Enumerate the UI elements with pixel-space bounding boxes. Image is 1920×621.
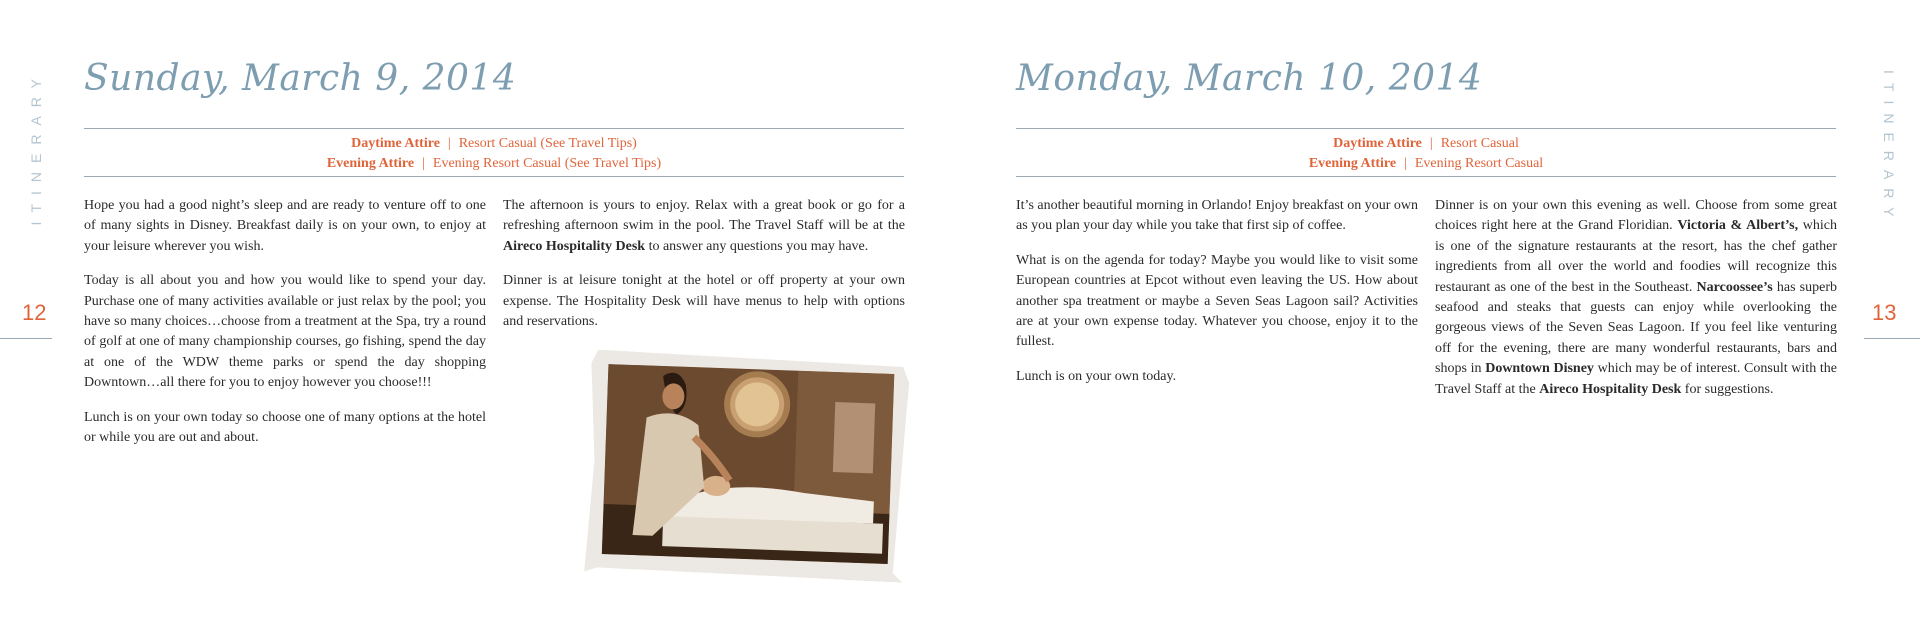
bold-text: Aireco Hospitality Desk: [503, 238, 646, 254]
location-downtown-disney: Downtown Disney: [1485, 361, 1594, 377]
restaurant-name-victoria-alberts: Victoria & Albert’s,: [1677, 218, 1799, 234]
side-label-itinerary: ITINERARY: [1881, 70, 1897, 226]
paragraph: [1435, 196, 1837, 400]
text-run: Dinner is on your own this evening as well. Choose from some great choices right here at the Grand Floridian.: [1435, 198, 1837, 234]
attire-block: [1016, 134, 1836, 174]
text-column-left: [1016, 196, 1418, 401]
daytime-attire-line: [84, 134, 904, 154]
evening-attire-value: Evening Resort Casual (See Travel Tips): [432, 156, 662, 171]
evening-attire-value: Evening Resort Casual: [1414, 156, 1544, 171]
hospitality-desk-name: Aireco Hospitality Desk: [1539, 381, 1682, 397]
daytime-attire-label: Daytime Attire: [351, 136, 440, 151]
attire-separator: |: [1429, 136, 1433, 151]
paragraph: [503, 196, 905, 257]
text-column-right: [1435, 196, 1837, 414]
page-title: Sunday, March 9, 2014: [84, 58, 517, 99]
header-divider-bottom: [84, 176, 904, 177]
page-number: 12: [22, 300, 47, 325]
header-divider-top: [1016, 128, 1836, 129]
paragraph: Hope you had a good night’s sleep and are ready to venture off to one of many sights in Disney. Breakfast daily is on your own, to enjoy at your leisure wherever you wish.: [84, 198, 486, 254]
header-divider-bottom: [1016, 176, 1836, 177]
spa-scene-illustration: [602, 364, 894, 564]
side-label-itinerary: ITINERARY: [28, 70, 44, 226]
right-page: [960, 0, 1920, 621]
paragraph: Dinner is at leisure tonight at the hotel or off property at your own expense. The Hospitality Desk will have menus to help with options and reservations.: [503, 273, 905, 330]
attire-block: [84, 134, 904, 174]
daytime-attire-value: Resort Casual: [1440, 136, 1519, 151]
paragraph: What is on the agenda for today? Maybe you would like to visit some European countries at Epcot without even leaving the US. How about another spa treatment or maybe a Seven Seas Lagoon sail? Activities are at your own expense today. Whatever you choose, enjoy it to the fullest.: [1016, 252, 1418, 350]
evening-attire-label: Evening Attire: [1308, 156, 1397, 171]
text-column-right: [503, 196, 905, 346]
page-title: Monday, March 10, 2014: [1016, 58, 1483, 99]
attire-separator: |: [422, 156, 425, 171]
evening-attire-line: [1016, 154, 1836, 174]
evening-attire-line: [84, 154, 904, 174]
text-run: which is one of the signature restaurants at the resort, has the chef gather ingredients from all over the world and foodies will recognize this restaurant as one of the best in the Southeast.: [1435, 218, 1837, 295]
text-run: The afternoon is yours to enjoy. Relax with a great book or go for a refreshing afternoon swim in the pool. The Travel Staff will be at the: [503, 198, 905, 234]
header-divider-top: [84, 128, 904, 129]
daytime-attire-value: Resort Casual (See Travel Tips): [458, 136, 637, 151]
text-run: for suggestions.: [1681, 381, 1774, 397]
page-number: 13: [1872, 300, 1897, 325]
text-run: which may be of interest. Consult with the Travel Staff at the: [1435, 361, 1837, 397]
page-number-divider: [0, 338, 52, 339]
paragraph: Lunch is on your own today.: [1016, 368, 1177, 384]
paragraph: It’s another beautiful morning in Orlando! Enjoy breakfast on your own as you plan your day while you take that first sip of coffee.: [1016, 198, 1419, 234]
daytime-attire-line: [1016, 134, 1836, 154]
evening-attire-label: Evening Attire: [326, 156, 415, 171]
photo-frame: [584, 350, 910, 583]
restaurant-name-narcoossees: Narcoossee’s: [1696, 279, 1773, 295]
page-number-divider: [1864, 338, 1920, 339]
text-run: has superb seafood and steaks that guests can enjoy while overlooking the gorgeous views of the Seven Seas Lagoon. If you feel like venturing off for the evening, there are many wonderful restaurants, bars and shops in: [1435, 279, 1837, 377]
spa-massage-image: [602, 364, 894, 564]
paragraph: Lunch is on your own today so choose one of many options at the hotel or while you are out and about.: [84, 409, 486, 446]
text-column-left: [84, 196, 486, 462]
daytime-attire-label: Daytime Attire: [1333, 136, 1422, 151]
paragraph: Today is all about you and how you would like to spend your day. Purchase one of many activities available or just relax by the pool; you have so many choices…choose from a treatment at the Spa, try a round of golf at one of many championship courses, go fishing, spend the day at one of the WDW theme parks or spend the day shopping Downtown…all there for you to enjoy however you choose!!!: [84, 273, 486, 391]
text-run: to answer any questions you may have.: [645, 238, 869, 254]
spa-photo: [588, 355, 918, 587]
attire-separator: |: [1404, 156, 1407, 171]
attire-separator: |: [447, 136, 451, 151]
